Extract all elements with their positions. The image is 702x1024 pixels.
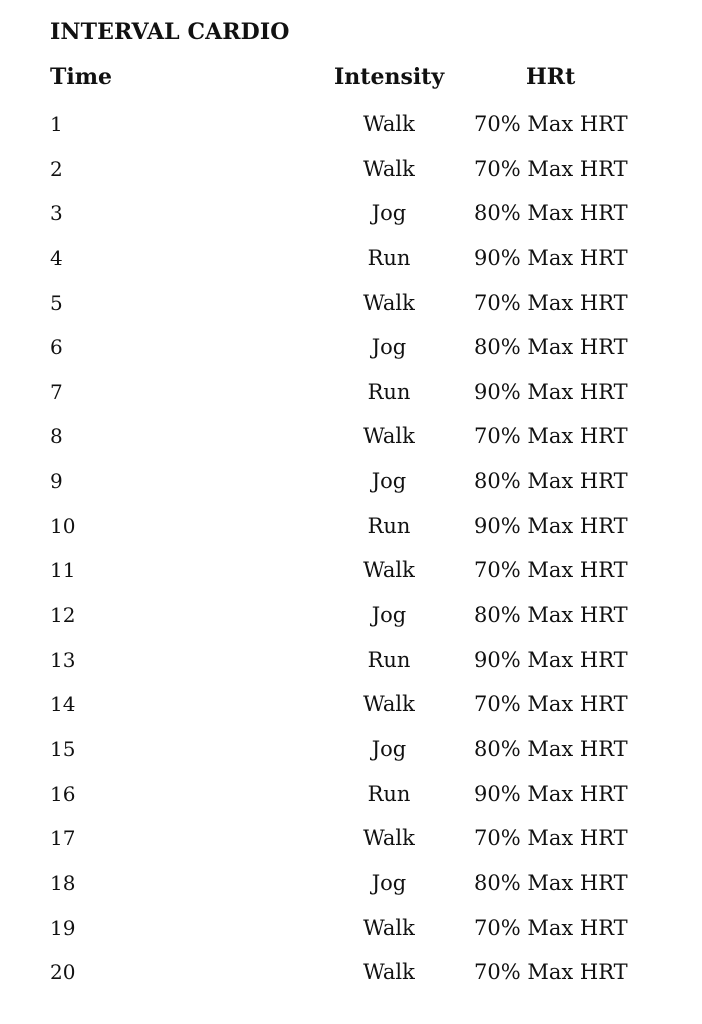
cell-intensity: Walk: [363, 424, 415, 449]
cell-time: 15: [50, 736, 76, 761]
cell-time: 4: [50, 245, 63, 270]
table-row: [0, 459, 702, 504]
table-row: [0, 548, 702, 593]
cell-intensity: Run: [367, 245, 411, 270]
table-row: [0, 147, 702, 192]
cell-time: 20: [50, 960, 76, 985]
cell-intensity: Jog: [371, 201, 407, 226]
cell-hrt: 70% Max HRT: [474, 960, 628, 985]
cell-intensity: Walk: [363, 960, 415, 985]
table-row: [0, 950, 702, 995]
cell-time: 18: [50, 870, 76, 895]
cell-time: 12: [50, 603, 76, 628]
cell-intensity: Jog: [371, 469, 407, 494]
cell-intensity: Walk: [363, 112, 415, 136]
cell-intensity: Run: [367, 647, 411, 672]
cell-time: 11: [50, 558, 76, 583]
table-row: [0, 102, 702, 147]
cell-intensity: Walk: [363, 558, 415, 583]
cell-hrt: 90% Max HRT: [474, 647, 628, 672]
column-header-intensity: Intensity: [334, 64, 445, 90]
table-row: [0, 504, 702, 549]
cell-hrt: 80% Max HRT: [474, 603, 628, 628]
table-row: [0, 861, 702, 906]
cell-time: 9: [50, 469, 63, 494]
table-row: [0, 281, 702, 326]
document-title: INTERVAL CARDIO: [50, 19, 290, 45]
cell-time: 16: [50, 781, 76, 806]
cell-intensity: Run: [367, 379, 411, 404]
interval-table-body: [0, 102, 702, 995]
cell-hrt: 90% Max HRT: [474, 245, 628, 270]
cell-time: 13: [50, 647, 76, 672]
table-row: [0, 191, 702, 236]
cell-intensity: Run: [367, 513, 411, 538]
cell-time: 8: [50, 424, 63, 449]
cell-hrt: 70% Max HRT: [474, 424, 628, 449]
table-row: [0, 638, 702, 683]
table-row: [0, 816, 702, 861]
cell-hrt: 70% Max HRT: [474, 826, 628, 851]
table-row: [0, 370, 702, 415]
cell-time: 5: [50, 290, 63, 315]
cell-intensity: Walk: [363, 915, 415, 940]
table-row: [0, 236, 702, 281]
cell-hrt: 90% Max HRT: [474, 513, 628, 538]
column-header-hrt: HRt: [526, 64, 576, 90]
cell-time: 7: [50, 379, 63, 404]
cell-hrt: 90% Max HRT: [474, 781, 628, 806]
table-row: [0, 727, 702, 772]
cell-hrt: 70% Max HRT: [474, 290, 628, 315]
cell-time: 17: [50, 826, 76, 851]
table-row: [0, 414, 702, 459]
cell-intensity: Jog: [371, 870, 407, 895]
cell-intensity: Jog: [371, 335, 407, 360]
cell-intensity: Walk: [363, 692, 415, 717]
cell-hrt: 80% Max HRT: [474, 870, 628, 895]
cell-hrt: 70% Max HRT: [474, 915, 628, 940]
cell-hrt: 90% Max HRT: [474, 379, 628, 404]
cell-intensity: Run: [367, 781, 411, 806]
cell-time: 6: [50, 335, 63, 360]
cell-intensity: Jog: [371, 736, 407, 761]
cell-time: 2: [50, 156, 63, 181]
cell-hrt: 70% Max HRT: [474, 112, 628, 136]
cell-hrt: 80% Max HRT: [474, 469, 628, 494]
cell-hrt: 80% Max HRT: [474, 201, 628, 226]
cell-time: 19: [50, 915, 76, 940]
cell-time: 1: [50, 112, 63, 136]
cell-intensity: Walk: [363, 826, 415, 851]
cell-time: 14: [50, 692, 76, 717]
cell-intensity: Walk: [363, 156, 415, 181]
table-row: [0, 772, 702, 817]
table-row: [0, 593, 702, 638]
table-row: [0, 906, 702, 951]
cell-intensity: Walk: [363, 290, 415, 315]
cell-time: 3: [50, 201, 63, 226]
cell-hrt: 80% Max HRT: [474, 335, 628, 360]
table-row: [0, 325, 702, 370]
cell-time: 10: [50, 513, 76, 538]
cell-hrt: 70% Max HRT: [474, 156, 628, 181]
cell-hrt: 80% Max HRT: [474, 736, 628, 761]
cell-intensity: Jog: [371, 603, 407, 628]
cell-hrt: 70% Max HRT: [474, 692, 628, 717]
column-header-time: Time: [50, 64, 113, 90]
table-row: [0, 682, 702, 727]
cell-hrt: 70% Max HRT: [474, 558, 628, 583]
